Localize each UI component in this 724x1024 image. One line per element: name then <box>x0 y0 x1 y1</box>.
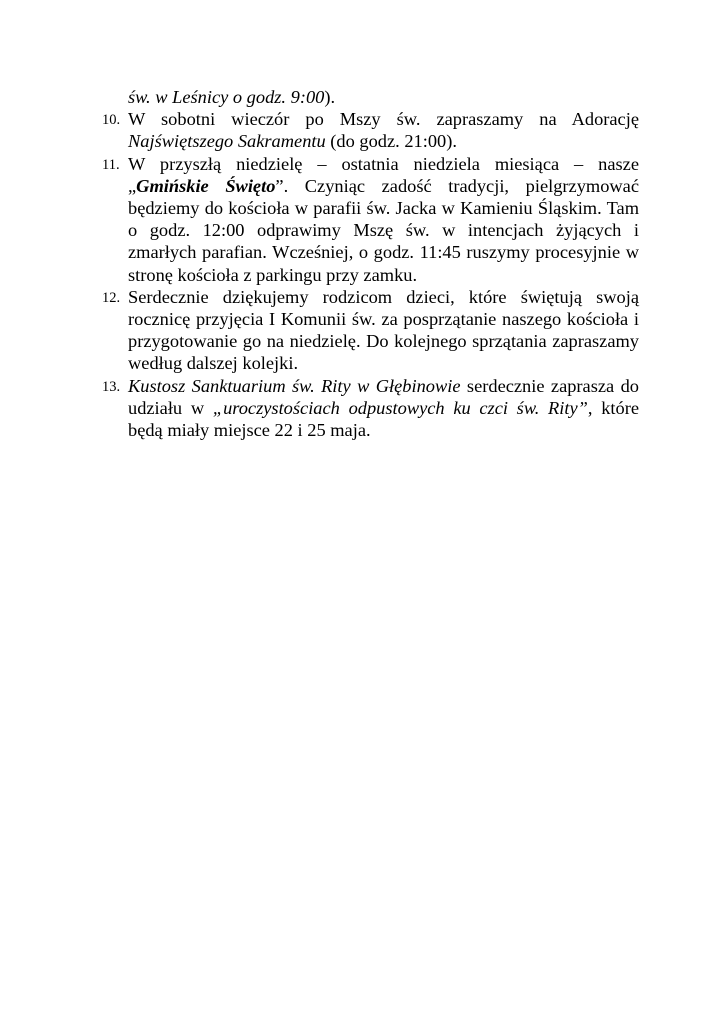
item-number: 12. <box>102 289 121 306</box>
list-item-10 <box>102 108 639 152</box>
item-text: , które będą miały miejsce 22 i 25 maja. <box>128 397 640 441</box>
item-text: (do godz. 21:00). <box>325 131 457 152</box>
item-text: W przyszłą niedzielę – ostatnia niedziela miesiąca – nasze „ <box>128 153 639 196</box>
continuation-text <box>102 86 639 108</box>
continuation-italic: św. w Leśnicy o godz. 9:00 <box>128 87 325 107</box>
item-number: 13. <box>102 378 121 395</box>
item-italic: Najświętszego Sakramentu <box>128 131 326 152</box>
item-italic: „uroczystościach odpustowych ku czci św. Rity” <box>212 397 588 418</box>
item-number: 11. <box>102 156 120 173</box>
list-item-11 <box>102 153 639 286</box>
list-item-13 <box>102 375 639 442</box>
list-item-12 <box>102 286 639 375</box>
continuation-end: ). <box>324 87 336 107</box>
announcement-list <box>102 86 639 441</box>
item-text: Serdecznie dziękujemy rodzicom dzieci, które świętują swoją rocznicę przyjęcia I Komunii św. za posprzątanie naszego kościoła i przygotowanie go na niedzielę. Do kolejnego sprzątania zapraszamy według dalszej kolejki. <box>128 286 639 374</box>
item-bold-italic: Gmińskie Święto <box>136 175 276 196</box>
item-italic: Kustosz Sanktuarium św. Rity w Głębinowie <box>128 375 461 396</box>
item-text: W sobotni wieczór po Mszy św. zapraszamy na Adorację <box>128 109 639 130</box>
item-text: ”. Czyniąc zadość tradycji, pielgrzymować będziemy do kościoła w parafii św. Jacka w Kamieniu Śląskim. Tam o godz. 12:00 odprawimy Mszę św. w intencjach żyjących i zmarłych parafian. Wcześniej, o godz. 11:45 ruszymy procesyjnie w stronę kościoła z parkingu przy zamku. <box>128 175 639 285</box>
item-text: serdecznie zaprasza do udziału w <box>128 375 639 418</box>
item-number: 10. <box>102 112 121 129</box>
